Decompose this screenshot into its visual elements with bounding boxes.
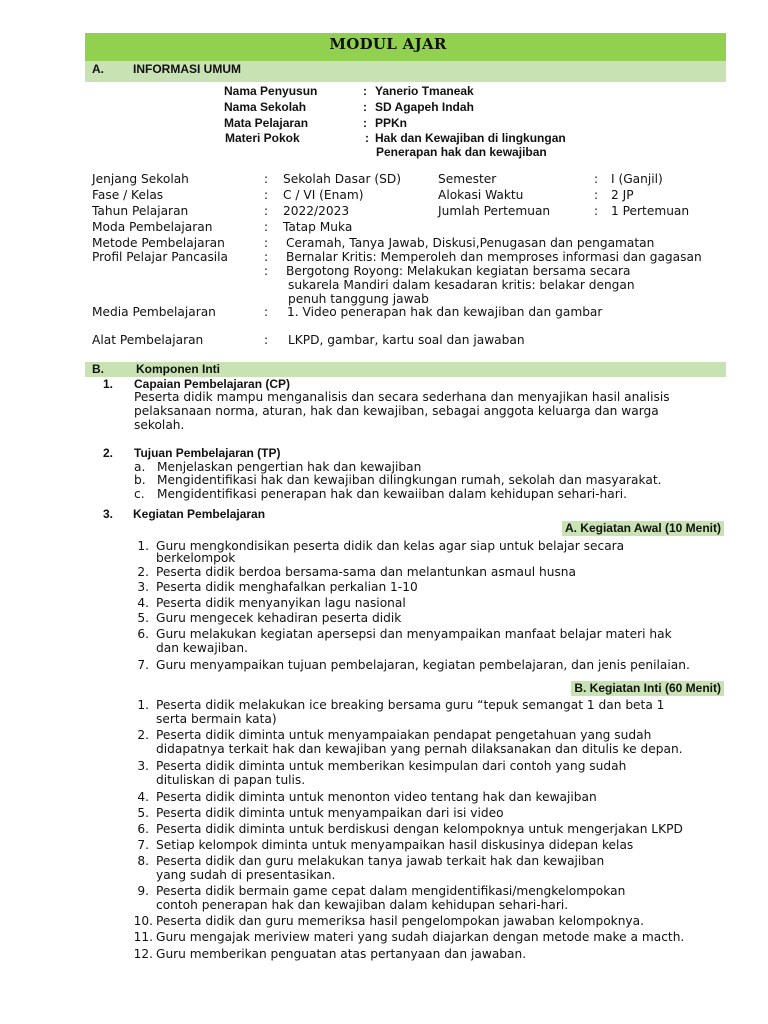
list-item: Peserta didik melakukan ice breaking bersama guru “tepuk semangat 1 dan beta 1 — [156, 698, 665, 712]
identity-sep: : — [363, 100, 367, 114]
awal-heading: A. Kegiatan Awal (10 Menit) — [562, 521, 724, 536]
list-item: dan kewajiban. — [156, 641, 248, 655]
list-item: Setiap kelompok diminta untuk menyampaikan hasil diskusinya didepan kelas — [156, 838, 634, 852]
tp-marker: b. — [134, 473, 146, 487]
list-item: didapatnya terkait hak dan kewajiban yang pernah dilaksanakan dan ditulis ke depan. — [156, 742, 683, 756]
cp-text: pelaksanaan norma, aturan, hak dan kewajiban, sebagai anggota keluarga dan warga — [134, 404, 659, 418]
info-value: 1. Video penerapan hak dan kewajiban dan gambar — [287, 305, 603, 319]
list-item: Peserta didik menghafalkan perkalian 1-10 — [156, 580, 418, 594]
school-value: SD Agapeh Indah — [375, 100, 474, 114]
profil-line: sukarela Mandiri dalam kesadaran kritis: belakar dengan — [288, 278, 635, 292]
list-item: yang sudah di presentasikan. — [156, 868, 336, 882]
profil-sep: : — [264, 264, 269, 278]
list-number: 7. — [137, 658, 149, 672]
list-number: 5. — [137, 611, 149, 625]
info-label: Fase / Kelas — [92, 188, 164, 202]
profil-line: penuh tanggung jawab — [288, 292, 429, 306]
tp-item: Mengidentifikasi hak dan kewajiban dilingkungan rumah, sekolah dan masyarakat. — [157, 473, 662, 487]
list-item: Guru menyampaikan tujuan pembelajaran, kegiatan pembelajaran, dan jenis penilaian. — [156, 658, 690, 672]
list-number: 10. — [133, 914, 153, 928]
list-number: 1. — [137, 698, 149, 712]
info-value: C / VI (Enam) — [283, 188, 364, 202]
info-sep: : — [264, 172, 269, 186]
identity-sep: : — [365, 131, 369, 145]
tp-item: Mengidentifikasi penerapan hak dan kewaiiban dalam kehidupan sehari-hari. — [157, 487, 627, 501]
list-item: Peserta didik bermain game cepat dalam mengidentifikasi/mengkelompokan — [156, 884, 626, 898]
info-value: Tatap Muka — [283, 220, 353, 234]
document-title: MODUL AJAR — [329, 35, 447, 53]
info-label: Media Pembelajaran — [92, 305, 216, 319]
kp-number: 3. — [103, 507, 114, 521]
info-value: Ceramah, Tanya Jawab, Diskusi,Penugasan dan pengamatan — [286, 236, 655, 250]
topic-value: Hak dan Kewajiban di lingkungan — [375, 131, 566, 145]
info-label: Alat Pembelajaran — [92, 333, 204, 347]
info-sep: : — [264, 305, 269, 319]
info-sep: : — [594, 172, 599, 186]
info-value: Sekolah Dasar (SD) — [283, 172, 401, 186]
identity-label: Nama Penyusun — [224, 84, 318, 98]
list-item: dituliskan di papan tulis. — [156, 773, 306, 787]
list-number: 7. — [137, 838, 149, 852]
info-sep: : — [264, 188, 269, 202]
identity-label: Materi Pokok — [225, 131, 300, 145]
list-item: Guru mengkondisikan peserta didik dan kelas agar siap untuk belajar secara — [156, 539, 625, 553]
info-sep: : — [594, 188, 599, 202]
info-label: Profil Pelajar Pancasila — [92, 250, 229, 264]
profil-line: Bergotong Royong: Melakukan kegiatan bersama secara — [286, 264, 631, 278]
list-number: 4. — [137, 790, 149, 804]
list-number: 8. — [137, 854, 149, 868]
list-item: Guru mengecek kehadiran peserta didik — [156, 611, 402, 625]
list-item: Guru melakukan kegiatan apersepsi dan menyampaikan manfaat belajar materi hak — [156, 627, 672, 641]
subject-value: PPKn — [375, 116, 408, 130]
section-a-letter: A. — [92, 62, 104, 76]
list-number: 6. — [137, 822, 149, 836]
inti-heading: B. Kegiatan Inti (60 Menit) — [571, 681, 724, 696]
info-sep: : — [264, 204, 269, 218]
list-number: 4. — [137, 596, 149, 610]
info-value: 2 JP — [611, 188, 634, 202]
identity-label: Nama Sekolah — [224, 100, 307, 114]
info-sep: : — [264, 236, 269, 250]
list-item: berkelompok — [156, 551, 236, 565]
list-number: 9. — [137, 884, 149, 898]
list-item: contoh penerapan hak dan kewajiban dalam kehidupan sehari-hari. — [156, 898, 569, 912]
info-label: Jenjang Sekolah — [92, 172, 189, 186]
info-value: 2022/2023 — [283, 204, 350, 218]
list-item: Peserta didik diminta untuk menonton video tentang hak dan kewajiban — [156, 790, 597, 804]
section-b-heading: Komponen Inti — [136, 362, 220, 376]
list-item: serta bermain kata) — [156, 712, 277, 726]
info-sep: : — [264, 333, 269, 347]
identity-sep: : — [363, 84, 367, 98]
info-label: Semester — [438, 172, 497, 186]
list-number: 11. — [133, 930, 153, 944]
info-label: Metode Pembelajaran — [92, 236, 225, 250]
kp-heading: Kegiatan Pembelajaran — [133, 507, 266, 521]
list-item: Peserta didik diminta untuk berdiskusi dengan kelompoknya untuk mengerjakan LKPD — [156, 822, 683, 836]
info-value: LKPD, gambar, kartu soal dan jawaban — [288, 333, 525, 347]
list-item: Peserta didik diminta untuk memberikan kesimpulan dari contoh yang sudah — [156, 759, 627, 773]
list-number: 3. — [137, 759, 149, 773]
info-value: I (Ganjil) — [611, 172, 663, 186]
identity-sep: : — [363, 116, 367, 130]
info-label: Tahun Pelajaran — [92, 204, 189, 218]
tp-item: Menjelaskan pengertian hak dan kewajiban — [157, 460, 422, 474]
info-sep: : — [264, 250, 269, 264]
identity-label: Mata Pelajaran — [224, 116, 309, 130]
list-number: 6. — [137, 627, 149, 641]
info-value: 1 Pertemuan — [611, 204, 690, 218]
section-a-heading: INFORMASI UMUM — [133, 62, 241, 76]
info-sep: : — [264, 220, 269, 234]
cp-text: sekolah. — [134, 418, 185, 432]
list-item: Peserta didik dan guru memeriksa hasil pengelompokan jawaban kelompoknya. — [156, 914, 644, 928]
cp-text: Peserta didik mampu menganalisis dan secara sederhana dan menyajikan hasil analisis — [134, 390, 670, 404]
list-item: Guru mengajak meriview materi yang sudah diajarkan dengan metode make a macth. — [156, 930, 685, 944]
list-item: Peserta didik diminta untuk menyampaikan dari isi video — [156, 806, 504, 820]
list-item: Guru memberikan penguatan atas pertanyaan dan jawaban. — [156, 947, 527, 961]
cp-number: 1. — [103, 377, 114, 391]
list-number: 3. — [137, 580, 149, 594]
topic-value-line2: Penerapan hak dan kewajiban — [376, 145, 547, 159]
info-label: Jumlah Pertemuan — [438, 204, 551, 218]
cp-heading: Capaian Pembelajaran (CP) — [134, 377, 291, 391]
tp-marker: c. — [134, 487, 145, 501]
list-number: 5. — [137, 806, 149, 820]
list-item: Peserta didik berdoa bersama-sama dan melantunkan asmaul husna — [156, 565, 576, 579]
tp-number: 2. — [103, 446, 114, 460]
list-item: Peserta didik diminta untuk menyampaiakan pendapat pengetahuan yang sudah — [156, 728, 652, 742]
tp-marker: a. — [134, 460, 146, 474]
list-item: Peserta didik menyanyikan lagu nasional — [156, 596, 406, 610]
info-value: Bernalar Kritis: Memperoleh dan memproses informasi dan gagasan — [286, 250, 702, 264]
info-sep: : — [594, 204, 599, 218]
list-number: 12. — [133, 947, 153, 961]
section-b-letter: B. — [92, 362, 104, 376]
list-item: Peserta didik dan guru melakukan tanya jawab terkait hak dan kewajiban — [156, 854, 605, 868]
info-label: Alokasi Waktu — [438, 188, 524, 202]
list-number: 2. — [137, 728, 149, 742]
info-label: Moda Pembelajaran — [92, 220, 213, 234]
tp-heading: Tujuan Pembelajaran (TP) — [134, 446, 281, 460]
list-number: 2. — [137, 565, 149, 579]
list-number: 1. — [137, 539, 149, 553]
author-value: Yanerio Tmaneak — [375, 84, 474, 98]
